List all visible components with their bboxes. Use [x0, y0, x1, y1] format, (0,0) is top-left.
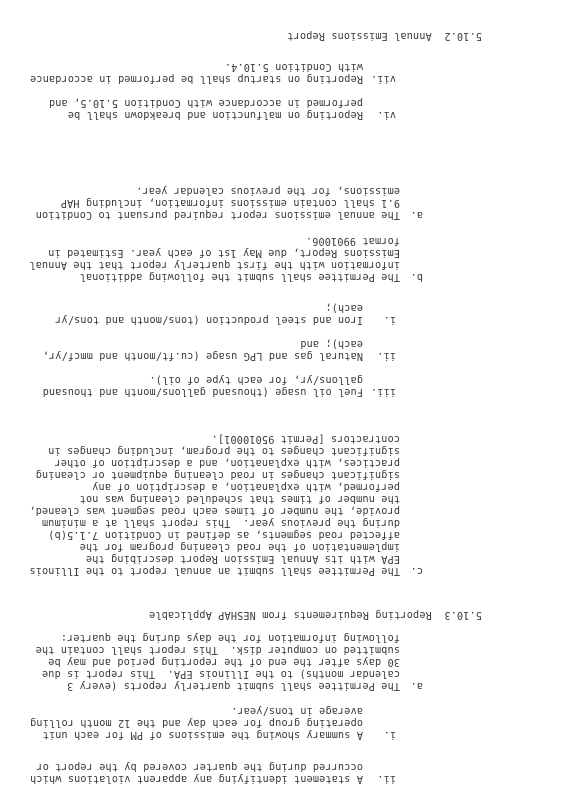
item-3i-line-2: operating group for each day and the 12 month rolling — [29, 717, 363, 728]
item-3i-label: i. — [383, 729, 396, 740]
item-3ii-line-1: A statement identifying any apparent violations which — [29, 773, 363, 784]
item-vii-line-1: Reporting on startup shall be performed in accordance — [29, 73, 363, 84]
item-3a-line-1: The Permittee shall submit quarterly reports (every 3 — [66, 680, 400, 691]
item-c-label: c. — [410, 565, 423, 576]
item-b-line-3: Emissions Report, due May 1st of each year. Estimated in — [48, 247, 400, 258]
section-heading-5-10-2: 5.10.2 Annual Emissions Report — [287, 30, 482, 41]
item-3ii-line-2: occurred during the quarter covered by the report or — [36, 761, 363, 772]
item-3a-line-5: following information for the days during the quarter: — [60, 632, 400, 643]
item-vii-label: vii. — [370, 73, 396, 84]
item-a-line-3: emissions, for the previous calendar year. — [136, 185, 400, 196]
item-ii-line-2: each); and — [300, 338, 363, 349]
item-3a-label: a. — [410, 680, 423, 691]
item-c-line-10: practices, with explanation, and a description of other — [54, 457, 400, 468]
item-c-line-2: EPA with its Annual Emission Report describing the — [85, 553, 400, 564]
item-c-line-8: performed, with explanation, a description of any — [92, 481, 400, 492]
item-c-line-6: provide, the number of times each road segment was cleaned, — [29, 505, 400, 516]
item-c-line-11: significant changes to the program, including changes in — [48, 445, 400, 456]
section-heading-5-10-3: 5.10.3 Reporting Requirements from NESHAP Applicable — [148, 609, 482, 620]
item-3a-line-2: calendar months) to the Illinois EPA. This report is due — [41, 668, 400, 679]
item-vii-line-2: with Condition 5.10.4. — [224, 61, 363, 72]
item-vi-line-1: Reporting on malfunction and breakdown shall be — [67, 109, 363, 120]
item-i-line-2: each); — [325, 302, 363, 313]
item-c-line-9: significant changes in road cleaning equipment or cleaning — [35, 469, 400, 480]
item-c-line-5: during the previous year. This report shall at a minimum — [41, 517, 400, 528]
item-c-line-12: contractors [Permit 95010001]. — [211, 433, 400, 444]
item-a-line-2: 9.1 shall contain emissions information, including HAP — [60, 197, 400, 208]
item-iii-line-2: gallons/yr, for each type of oil). — [149, 374, 363, 385]
item-c-line-4: affected road segments, as defined in Condition 7.1.5(b) — [48, 529, 400, 540]
item-c-line-3: implementation of the road cleaning program for the — [79, 541, 400, 552]
item-vi-label: vi. — [377, 109, 396, 120]
item-c-line-1: The Permittee shall submit an annual report to the Illinois — [29, 565, 400, 576]
item-c-line-7: the number of times that scheduled cleaning was not — [79, 493, 400, 504]
item-3ii-label: ii. — [377, 773, 396, 784]
item-i-line-1: Iron and steel production (tons/month and tons/yr — [55, 314, 363, 325]
item-3a-line-3: 30 days after the end of the reporting period and may be — [48, 656, 400, 667]
item-ii-label: ii. — [377, 350, 396, 361]
item-a-line-1: The annual emissions report required pursuant to Condition — [35, 209, 400, 220]
item-iii-line-1: Fuel oil usage (thousand gallons/month and thousand — [42, 386, 363, 397]
item-3i-line-3: average in tons/year. — [231, 705, 363, 716]
item-b-line-4: format 9901006. — [305, 235, 400, 246]
item-b-line-1: The Permittee shall submit the following additional — [79, 271, 400, 282]
item-iii-label: iii. — [370, 386, 396, 397]
item-b-label: b. — [410, 271, 423, 282]
item-ii-line-1: Natural gas and LPG usage (cu.ft/month and mmcf/yr, — [42, 350, 363, 361]
item-i-label: i. — [383, 314, 396, 325]
item-3i-line-1: A summary showing the emissions of PM for each unit — [42, 729, 363, 740]
item-b-line-2: information with the first quarterly report that the Annual — [29, 259, 400, 270]
item-a-label: a. — [410, 209, 423, 220]
item-3a-line-4: submitted on computer disk. This report shall contain the — [35, 644, 400, 655]
item-vi-line-2: performed in accordance with Condition 5.10.5, and — [48, 97, 363, 108]
